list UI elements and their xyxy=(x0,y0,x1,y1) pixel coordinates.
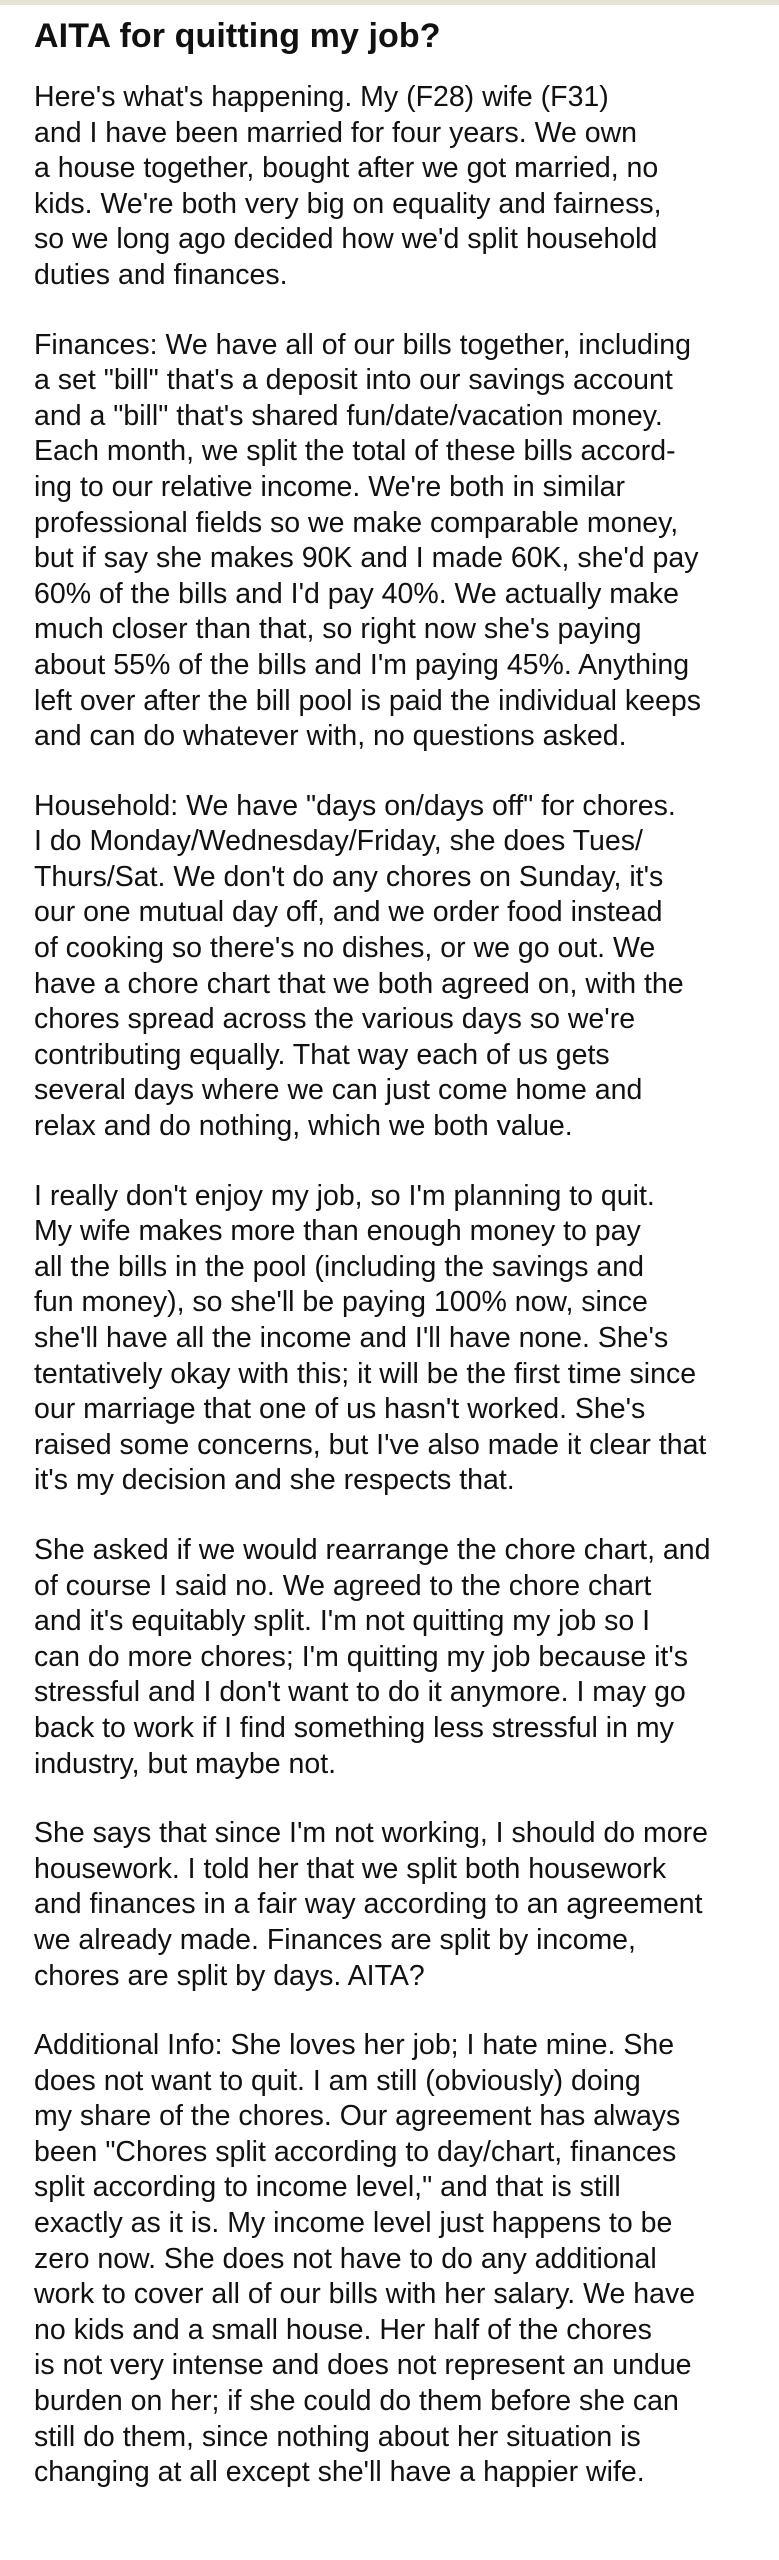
paragraph-line: chores are split by days. AITA? xyxy=(34,1959,425,1992)
paragraph-line: kids. We're both very big on equality and fairness, xyxy=(34,187,662,220)
paragraph-line: is not very intense and does not represent an undue xyxy=(34,2349,692,2382)
paragraph-line: about 55% of the bills and I'm paying 45%. Anything xyxy=(34,648,690,681)
paragraph-line: and I have been married for four years. We own xyxy=(34,116,638,149)
paragraph-line: Here's what's happening. My (F28) wife (F31) xyxy=(34,81,609,113)
paragraph-line: and finances in a fair way according to an agreement xyxy=(34,1888,703,1921)
paragraph-line: chores spread across the various days so we're xyxy=(34,1003,636,1036)
paragraph-line: tentatively okay with this; it will be the first time since xyxy=(34,1357,697,1390)
paragraph-line: it's my decision and she respects that. xyxy=(34,1464,515,1497)
paragraph-line: Household: We have "days on/days off" for chores. xyxy=(34,789,676,822)
paragraph-line: contributing equally. That way each of us gets xyxy=(34,1038,610,1071)
paragraph-line: She asked if we would rearrange the chore chart, and xyxy=(34,1533,711,1566)
post-paragraph xyxy=(34,80,745,294)
paragraph-line: ing to our relative income. We're both in similar xyxy=(34,470,625,503)
post-paragraph xyxy=(34,2028,745,2491)
paragraph-line: and it's equitably split. I'm not quitting my job so I xyxy=(34,1605,651,1638)
paragraph-line: been "Chores split according to day/chart, finances xyxy=(34,2135,677,2168)
paragraph-line: Additional Info: She loves her job; I hate mine. She xyxy=(34,2029,675,2062)
paragraph-line: raised some concerns, but I've also made it clear that xyxy=(34,1428,707,1461)
paragraph-line: of cooking so there's no dishes, or we go out. We xyxy=(34,932,656,965)
paragraph-line: fun money), so she'll be paying 100% now, since xyxy=(34,1286,648,1319)
paragraph-line: I do Monday/Wednesday/Friday, she does Tues/ xyxy=(34,825,643,858)
paragraph-line: industry, but maybe not. xyxy=(34,1747,337,1780)
paragraph-line: so we long ago decided how we'd split household xyxy=(34,223,658,256)
paragraph-line: and a "bill" that's shared fun/date/vacation money. xyxy=(34,399,663,432)
paragraph-line: stressful and I don't want to do it anymore. I may go xyxy=(34,1676,686,1709)
paragraph-line: she'll have all the income and I'll have none. She's xyxy=(34,1322,669,1354)
paragraph-line: work to cover all of our bills with her salary. We have xyxy=(34,2278,696,2311)
paragraph-line: still do them, since nothing about her situation is xyxy=(34,2420,641,2453)
paragraph-line: split according to income level," and that is still xyxy=(34,2171,621,2204)
paragraph-line: my share of the chores. Our agreement has always xyxy=(34,2100,681,2133)
paragraph-line: I really don't enjoy my job, so I'm planning to quit. xyxy=(34,1179,655,1212)
paragraph-line: exactly as it is. My income level just happens to be xyxy=(34,2207,673,2240)
paragraph-line: but if say she makes 90K and I made 60K, she'd pay xyxy=(34,542,699,575)
post-paragraph xyxy=(34,328,745,755)
paragraph-line: She says that since I'm not working, I should do more xyxy=(34,1817,708,1850)
paragraph-line: left over after the bill pool is paid the individual keeps xyxy=(34,684,701,717)
post-title: AITA for quitting my job? xyxy=(34,17,441,55)
paragraph-line: much closer than that, so right now she's paying xyxy=(34,613,642,646)
paragraph-line: housework. I told her that we split both housework xyxy=(34,1852,667,1885)
top-divider xyxy=(0,0,779,5)
paragraph-line: of course I said no. We agreed to the chore chart xyxy=(34,1569,652,1602)
paragraph-line: Finances: We have all of our bills together, including xyxy=(34,328,691,361)
paragraph-line: we already made. Finances are split by income, xyxy=(34,1923,636,1956)
paragraph-line: our one mutual day off, and we order food instead xyxy=(34,896,663,929)
paragraph-line: Thurs/Sat. We don't do any chores on Sunday, it's xyxy=(34,860,664,893)
paragraph-line: our marriage that one of us hasn't worked. She's xyxy=(34,1393,646,1426)
paragraph-line: My wife makes more than enough money to pay xyxy=(34,1215,641,1248)
paragraph-line: back to work if I find something less stressful in my xyxy=(34,1711,674,1744)
paragraph-line: a set "bill" that's a deposit into our savings account xyxy=(34,364,673,397)
paragraph-line: and can do whatever with, no questions asked. xyxy=(34,720,627,753)
paragraph-line: does not want to quit. I am still (obviously) doing xyxy=(34,2064,641,2097)
paragraph-line: relax and do nothing, which we both value. xyxy=(34,1110,573,1143)
paragraph-line: can do more chores; I'm quitting my job because it's xyxy=(34,1640,689,1673)
post-paragraph xyxy=(34,789,745,1145)
paragraph-line: Each month, we split the total of these bills accord- xyxy=(34,435,676,468)
paragraph-line: burden on her; if she could do them before she can xyxy=(34,2385,679,2418)
paragraph-line: changing at all except she'll have a happier wife. xyxy=(34,2456,645,2489)
paragraph-line: 60% of the bills and I'd pay 40%. We actually make xyxy=(34,577,679,610)
paragraph-line: no kids and a small house. Her half of the chores xyxy=(34,2313,652,2346)
post-paragraph xyxy=(34,1816,745,1994)
paragraph-line: several days where we can just come home and xyxy=(34,1074,643,1107)
paragraph-line: have a chore chart that we both agreed on, with the xyxy=(34,967,684,1000)
paragraph-line: zero now. She does not have to do any additional xyxy=(34,2242,657,2275)
paragraph-line: all the bills in the pool (including the savings and xyxy=(34,1250,644,1283)
post-paragraph xyxy=(34,1179,745,1499)
paragraph-line: professional fields so we make comparable money, xyxy=(34,506,679,539)
paragraph-line: a house together, bought after we got married, no xyxy=(34,152,659,185)
post-paragraph xyxy=(34,1533,745,1782)
post-body xyxy=(34,80,745,2491)
paragraph-line: duties and finances. xyxy=(34,258,288,291)
